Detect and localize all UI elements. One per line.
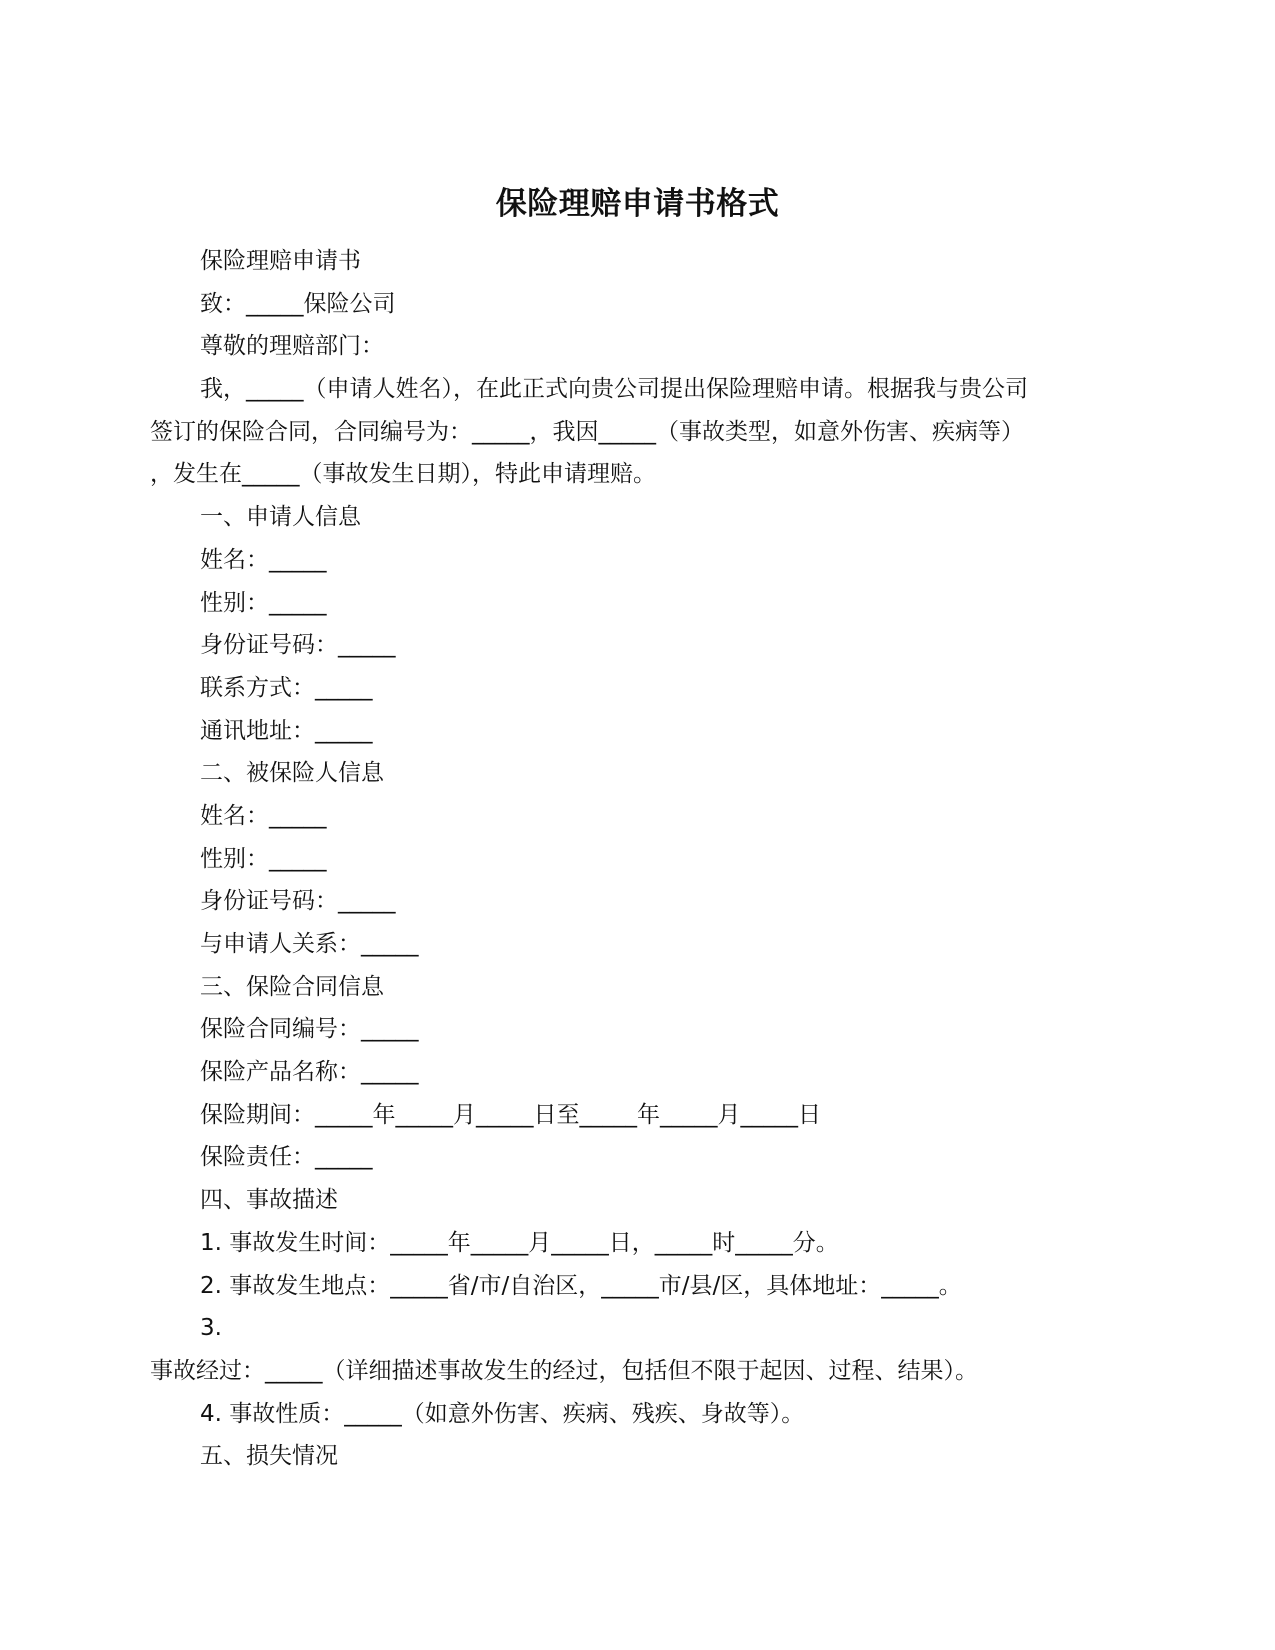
doc-line: 保险产品名称：_____ xyxy=(200,1059,419,1086)
doc-line: 保险理赔申请书 xyxy=(200,248,361,274)
doc-line: ，发生在_____（事故发生日期），特此申请理赔。 xyxy=(150,461,656,488)
doc-line: 通讯地址：_____ xyxy=(200,717,373,744)
doc-line: 致：_____保险公司 xyxy=(200,290,396,317)
doc-line: 性别：_____ xyxy=(200,589,327,616)
doc-line: 保险期间：_____年_____月_____日至_____年_____月_____日 xyxy=(200,1101,821,1128)
document-body xyxy=(150,240,1130,1478)
doc-line: 身份证号码：_____ xyxy=(200,888,396,915)
doc-line: 事故经过：_____（详细描述事故发生的经过，包括但不限于起因、过程、结果）。 xyxy=(150,1357,978,1384)
doc-line: 签订的保险合同，合同编号为：_____，我因_____（事故类型，如意外伤害、疾病等） xyxy=(150,418,1024,445)
section-heading: 二、被保险人信息 xyxy=(200,760,384,787)
doc-line: 姓名：_____ xyxy=(200,546,327,573)
doc-line: 保险责任：_____ xyxy=(200,1144,373,1171)
doc-line: 身份证号码：_____ xyxy=(200,632,396,659)
document-title: 保险理赔申请书格式 xyxy=(495,186,780,222)
doc-line: 1. 事故发生时间：_____年_____月_____日，_____时_____分。 xyxy=(200,1229,839,1256)
doc-line: 与申请人关系：_____ xyxy=(200,931,419,957)
doc-line: 性别：_____ xyxy=(200,845,327,872)
doc-line: 4. 事故性质：_____（如意外伤害、疾病、残疾、身故等）。 xyxy=(200,1400,805,1427)
doc-line: 保险合同编号：_____ xyxy=(200,1016,419,1043)
doc-line: 我，_____（申请人姓名），在此正式向贵公司提出保险理赔申请。根据我与贵公司 xyxy=(200,376,1028,403)
doc-line: 联系方式：_____ xyxy=(200,674,373,701)
doc-line: 3. xyxy=(200,1315,222,1342)
section-heading: 三、保险合同信息 xyxy=(200,973,384,1000)
doc-line: 2. 事故发生地点：_____省/市/自治区，_____市/县/区，具体地址：_____。 xyxy=(200,1272,962,1299)
section-heading: 四、事故描述 xyxy=(200,1187,338,1214)
doc-line: 尊敬的理赔部门： xyxy=(200,333,384,360)
section-heading: 五、损失情况 xyxy=(200,1443,338,1470)
section-heading: 一、申请人信息 xyxy=(200,504,361,531)
doc-line: 姓名：_____ xyxy=(200,802,327,829)
